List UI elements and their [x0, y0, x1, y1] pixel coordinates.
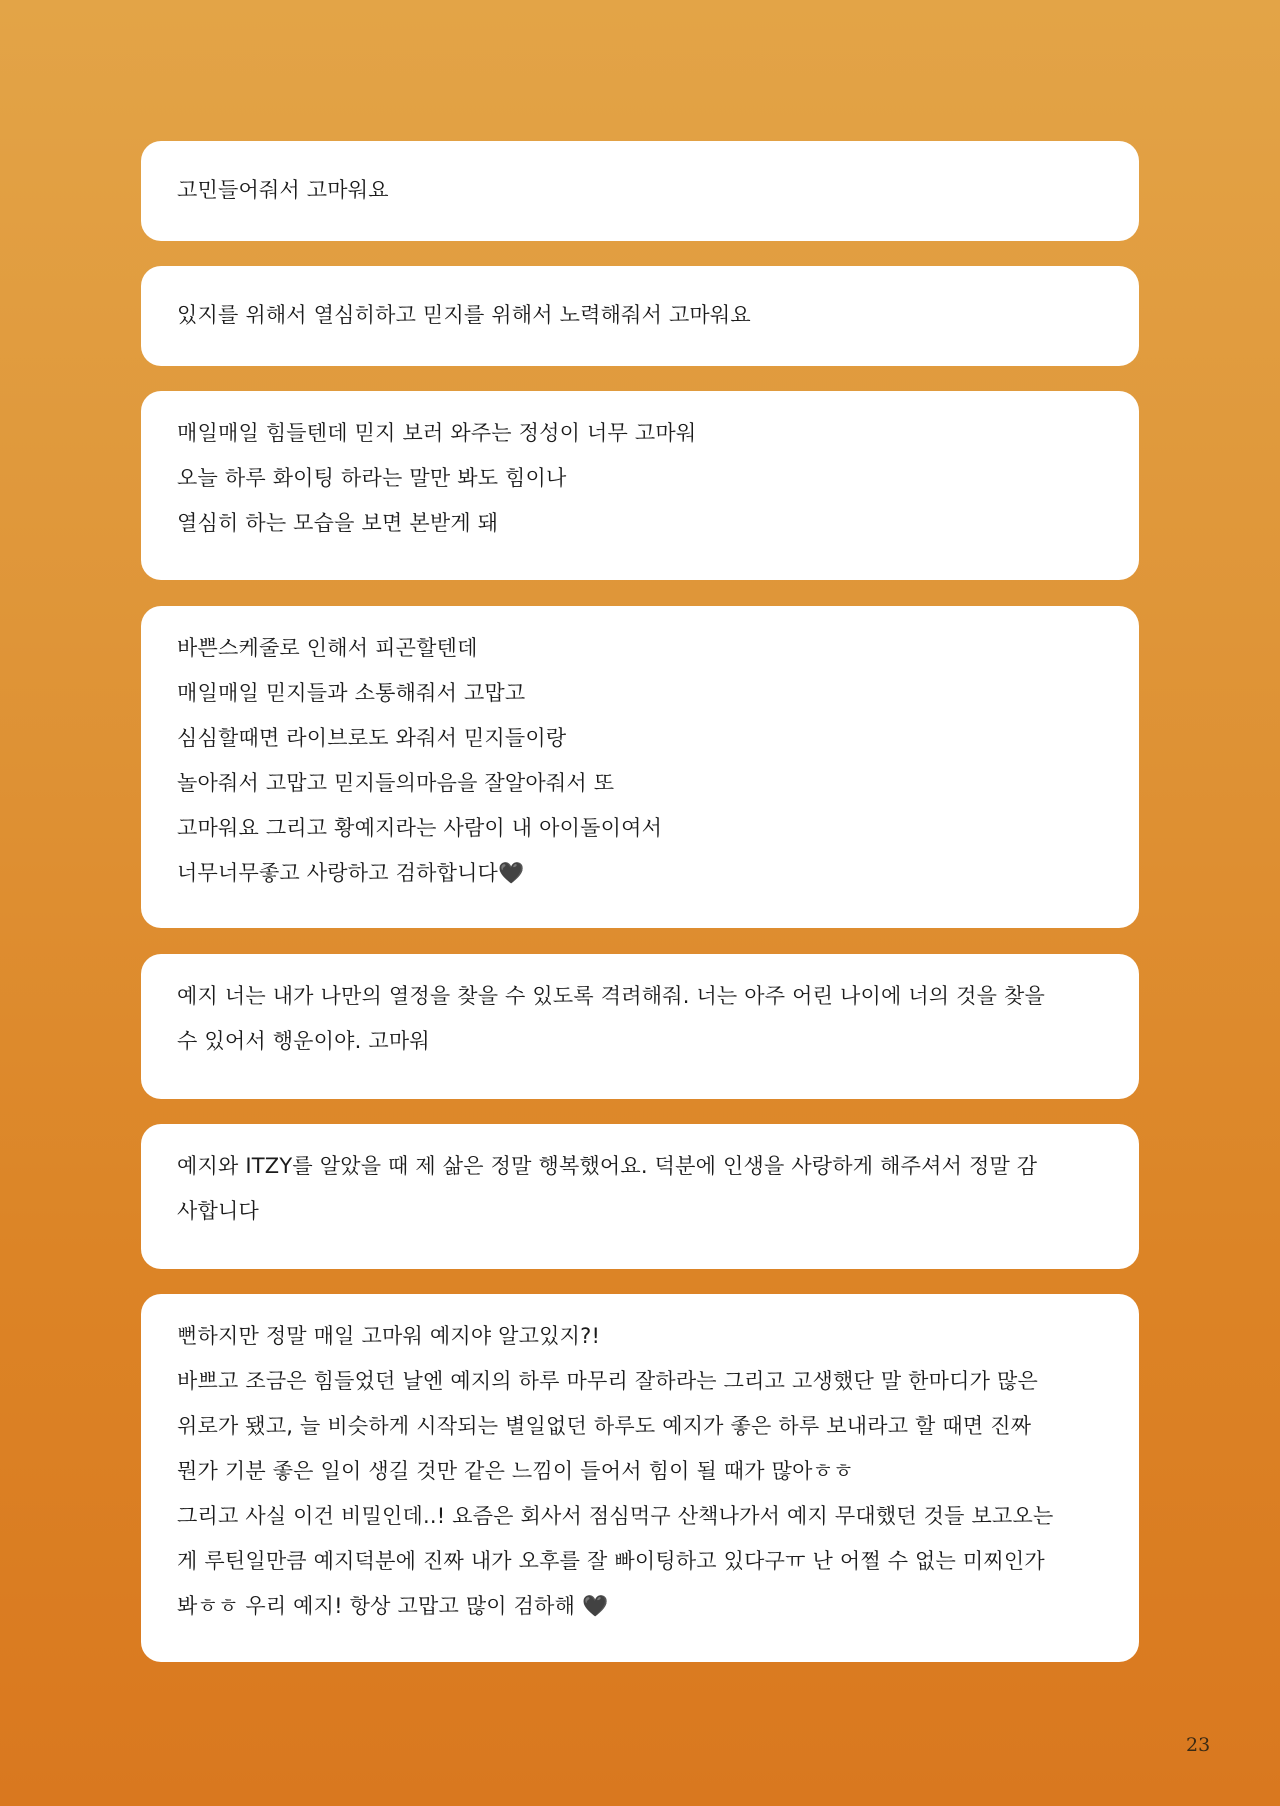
- message-line: 심심할때면 라이브로도 와줘서 믿지들이랑: [177, 726, 567, 750]
- message-card-4: [141, 606, 1139, 928]
- message-line: 놀아줘서 고맙고 믿지들의마음을 잘알아줘서 또: [177, 771, 615, 795]
- message-card-3: [141, 391, 1139, 580]
- message-line: 뭔가 기분 좋은 일이 생길 것만 같은 느낌이 들어서 힘이 될 때가 많아ㅎㅎ: [177, 1459, 854, 1483]
- message-line: 매일매일 믿지들과 소통해줘서 고맙고: [177, 681, 526, 705]
- message-line: 위로가 됐고, 늘 비슷하게 시작되는 별일없던 하루도 예지가 좋은 하루 보내라고 할 때면 진짜: [177, 1414, 1032, 1438]
- message-card-5: [141, 954, 1139, 1099]
- message-line: 열심히 하는 모습을 보면 본받게 돼: [177, 511, 499, 535]
- message-line: 고민들어줘서 고마워요: [177, 178, 389, 202]
- message-line: 예지와 ITZY를 알았을 때 제 삶은 정말 행복했어요. 덕분에 인생을 사랑하게 해주셔서 정말 감: [177, 1154, 1038, 1178]
- message-line: 뻔하지만 정말 매일 고마워 예지야 알고있지?!: [177, 1324, 601, 1348]
- message-line: 봐ㅎㅎ 우리 예지! 항상 고맙고 많이 검하해 🖤: [177, 1594, 609, 1618]
- message-card-1: [141, 141, 1139, 241]
- message-line: 바쁘고 조금은 힘들었던 날엔 예지의 하루 마무리 잘하라는 그리고 고생했단 말 한마디가 많은: [177, 1369, 1038, 1393]
- message-card-2: [141, 266, 1139, 366]
- message-line: 고마워요 그리고 황예지라는 사람이 내 아이돌이여서: [177, 816, 663, 840]
- page-number: 23: [1186, 1734, 1211, 1756]
- message-line: 바쁜스케줄로 인해서 피곤할텐데: [177, 636, 478, 660]
- message-card-7: [141, 1294, 1139, 1662]
- message-line: 있지를 위해서 열심히하고 믿지를 위해서 노력해줘서 고마워요: [177, 303, 751, 327]
- message-card-6: [141, 1124, 1139, 1269]
- message-line: 게 루틴일만큼 예지덕분에 진짜 내가 오후를 잘 빠이팅하고 있다구ㅠ 난 어쩔 수 없는 미찌인가: [177, 1549, 1045, 1573]
- message-line: 너무너무좋고 사랑하고 검하합니다🖤: [177, 861, 525, 885]
- message-line: 그리고 사실 이건 비밀인데..! 요즘은 회사서 점심먹구 산책나가서 예지 무대했던 것들 보고오는: [177, 1504, 1054, 1528]
- message-line: 예지 너는 내가 나만의 열정을 찾을 수 있도록 격려해줘. 너는 아주 어린 나이에 너의 것을 찾을: [177, 984, 1045, 1008]
- message-line: 오늘 하루 화이팅 하라는 말만 봐도 힘이나: [177, 466, 567, 490]
- message-line: 사합니다: [177, 1199, 259, 1223]
- message-line: 매일매일 힘들텐데 믿지 보러 와주는 정성이 너무 고마워: [177, 421, 697, 445]
- message-line: 수 있어서 행운이야. 고마워: [177, 1029, 430, 1053]
